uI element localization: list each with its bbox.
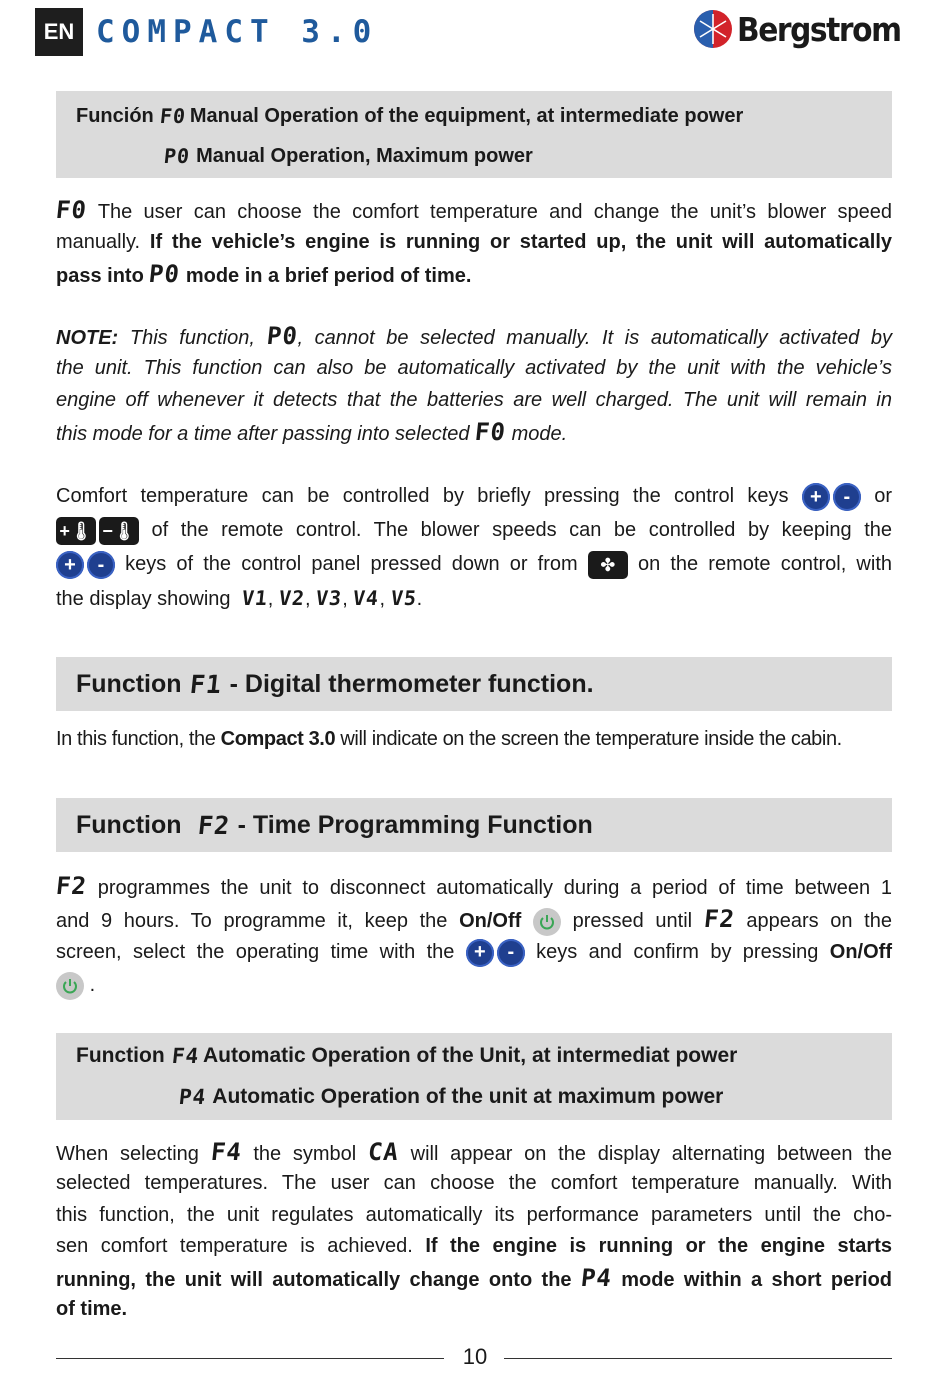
section-line-p4: [179, 1082, 723, 1112]
paragraph-comfort-temperature: [56, 479, 892, 615]
paragraph-f4-description: [56, 1137, 892, 1325]
note-paragraph: [56, 320, 892, 448]
onoff-label: On/Off: [459, 910, 522, 932]
text-span: In this function, the: [56, 728, 216, 750]
text-line: engine off whenever it detects that the batteries are well charged. The unit will remain in: [56, 389, 892, 411]
note-label: NOTE:: [56, 327, 119, 349]
section-title-f2: - Time Programming Function: [237, 810, 593, 839]
footer-rule-left: [56, 1358, 444, 1359]
text-line: [56, 581, 892, 615]
text-span: keys of the control panel pressed down or from: [125, 553, 578, 575]
text-line: [56, 194, 892, 226]
text-span: screen, select the operating time with the: [56, 941, 455, 963]
separator: ,: [305, 588, 311, 610]
text-line: [56, 1263, 892, 1294]
text-line: [56, 969, 892, 1002]
text-line: the unit. This function can also be automatically activated by the unit with the vehicle’s: [56, 357, 892, 379]
section-line-p0: [164, 141, 533, 171]
text-line: [56, 479, 892, 513]
section-line-f1: [76, 668, 594, 700]
separator: ,: [379, 588, 385, 610]
code-v5-display: V5: [389, 586, 418, 610]
panel-plus-minus-keys: [802, 483, 861, 511]
code-f1-display: F1: [188, 669, 224, 699]
section-box-f2: [56, 798, 892, 852]
bold-text: If the engine is running or the engine starts: [425, 1235, 892, 1258]
bold-text: mode in a brief period of time.: [185, 265, 472, 287]
code-f2-display: F2: [702, 905, 737, 933]
minus-key-icon: -: [833, 483, 861, 511]
text-line: [56, 1231, 892, 1262]
separator: ,: [267, 588, 274, 610]
text-span: The user can choose the comfort temperature and change the unit’s blower speed: [97, 201, 893, 223]
panel-plus-minus-keys: [466, 939, 525, 967]
plus-key-icon: +: [802, 483, 830, 511]
text-span: or: [874, 485, 893, 507]
code-p0-display: P0: [162, 144, 192, 168]
separator: .: [416, 588, 423, 610]
remote-fan-key-icon: ✤: [588, 551, 628, 579]
section-line-f4: [76, 1041, 737, 1071]
section-box-f0-p0: [56, 91, 892, 178]
text-line: [56, 903, 892, 936]
panel-plus-minus-keys: [56, 551, 115, 579]
code-p4-display: P4: [177, 1085, 208, 1109]
function-label: Function: [76, 1044, 165, 1067]
paragraph-f0-description: [56, 194, 892, 290]
text-span: This function,: [129, 327, 255, 349]
minus-key-icon: -: [497, 939, 525, 967]
section-title-f1: - Digital thermometer function.: [229, 669, 594, 698]
text-span: will indicate on the screen the temperature inside the cabin.: [340, 728, 842, 750]
document-title: COMPACT 3.0: [96, 14, 379, 50]
text-line: [56, 513, 892, 547]
plus-key-icon: +: [466, 939, 494, 967]
text-span: .: [89, 974, 96, 996]
bold-text: pass into: [56, 265, 144, 287]
section-line-f2: [76, 809, 593, 841]
text-span: manually.: [56, 231, 141, 253]
page-number: 10: [462, 1344, 488, 1369]
separator: ,: [342, 588, 348, 610]
remote-plus-thermometer-icon: +🌡︎: [56, 517, 96, 545]
code-f0-display: F0: [54, 196, 89, 224]
text-span: the symbol: [253, 1143, 357, 1165]
minus-key-icon: -: [87, 551, 115, 579]
code-f4-display: F4: [170, 1044, 201, 1068]
text-span: When selecting: [56, 1143, 199, 1165]
bold-text: If the vehicle’s engine is running or started up, the unit will automatically: [149, 231, 893, 253]
language-badge: EN: [35, 8, 83, 56]
paragraph-f2-description: [56, 870, 892, 1002]
text-span: of the remote control. The blower speeds can be controlled by keeping the: [151, 519, 893, 541]
onoff-label: On/Off: [829, 941, 892, 963]
code-p4-display: P4: [579, 1263, 614, 1292]
text-line: selected temperatures. The user can choose the comfort temperature manually. With: [56, 1172, 892, 1195]
section-title-f0: Manual Operation of the equipment, at intermediate power: [189, 104, 744, 127]
text-line: [56, 723, 892, 755]
code-v2-display: V2: [277, 586, 307, 610]
text-span: sen comfort temperature is achieved.: [56, 1235, 413, 1258]
text-line: [56, 320, 892, 352]
section-line-f0: [76, 101, 743, 131]
text-span: , cannot be selected manually. It is automatically activated by: [297, 327, 893, 349]
text-span: appears on the: [746, 910, 892, 932]
code-f0-display: F0: [158, 104, 188, 128]
text-span: Comfort temperature can be controlled by briefly pressing the control keys: [56, 485, 789, 507]
text-line: [56, 870, 892, 903]
snowflake-sun-logo-icon: [692, 8, 734, 50]
brand-logo: [692, 8, 919, 50]
text-span: will appear on the display alternating between the: [410, 1143, 893, 1165]
text-span: on the remote control, with: [637, 553, 893, 575]
text-span: programmes the unit to disconnect automatically during a period of time between 1: [97, 877, 893, 899]
text-line: [56, 416, 892, 448]
power-button-icon: [533, 908, 561, 936]
text-line: [56, 547, 892, 581]
footer-rule-right: [504, 1358, 892, 1359]
section-title-p0: Manual Operation, Maximum power: [196, 144, 533, 167]
code-p0-display: P0: [265, 322, 299, 350]
bold-text: Compact 3.0: [220, 728, 336, 750]
text-span: mode.: [511, 423, 568, 445]
bold-text: mode within a short period: [621, 1268, 893, 1291]
function-label: Function: [76, 810, 182, 839]
power-button-icon: [56, 972, 84, 1000]
code-v3-display: V3: [314, 586, 344, 610]
code-p0-display: P0: [147, 260, 182, 288]
text-span: pressed until: [572, 910, 693, 932]
function-prefix: Función: [76, 104, 154, 127]
text-line: [56, 226, 892, 258]
text-line: of time.: [56, 1297, 128, 1320]
remote-temp-keys: [56, 517, 139, 545]
text-line: [56, 936, 892, 969]
code-f0-display: F0: [473, 418, 508, 446]
bold-text: running, the unit will automatically change onto the: [56, 1268, 572, 1291]
section-title-p4: Automatic Operation of the unit at maximum power: [212, 1085, 724, 1108]
code-f2-display: F2: [54, 872, 89, 900]
text-line: [56, 258, 892, 290]
plus-key-icon: +: [56, 551, 84, 579]
remote-minus-thermometer-icon: −🌡︎: [99, 517, 139, 545]
code-v1-display: V1: [240, 586, 270, 610]
text-line: [56, 1137, 892, 1168]
text-span: the display showing: [56, 588, 231, 610]
brand-name: Bergstrom: [737, 9, 901, 49]
section-box-f4-p4: [56, 1033, 892, 1120]
text-span: this mode for a time after passing into selected: [56, 423, 470, 445]
section-title-f4: Automatic Operation of the Unit, at intermediat power: [202, 1044, 738, 1067]
paragraph-f1-description: [56, 723, 892, 755]
text-span: and 9 hours. To programme it, keep the: [56, 910, 448, 932]
code-f4-display: F4: [209, 1138, 244, 1166]
text-span: keys and confirm by pressing: [536, 941, 819, 963]
function-label: Function: [76, 669, 182, 698]
section-box-f1: [56, 657, 892, 711]
text-line: this function, the unit regulates automatically its performance parameters until the cho-: [56, 1203, 892, 1226]
code-f2-display: F2: [196, 810, 232, 840]
code-ca-display: CA: [366, 1138, 401, 1166]
code-v4-display: V4: [352, 586, 381, 610]
